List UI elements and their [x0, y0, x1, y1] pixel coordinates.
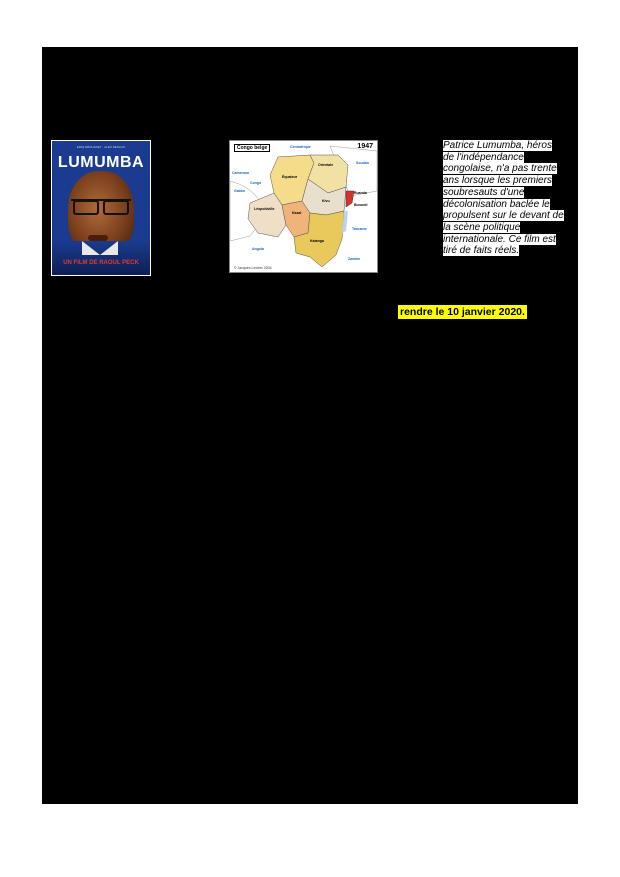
map-region-label: Kivu	[322, 199, 330, 203]
description-line: congolaise, n'a pas trente	[443, 163, 557, 175]
description-line: internationale. Ce film est	[443, 233, 556, 245]
description-line: de l'indépendance	[443, 151, 524, 163]
map-region-label: Léopoldville	[254, 207, 275, 211]
map-place-label: Gabon	[234, 189, 246, 193]
map-place-label: Soudan	[356, 161, 369, 165]
map-place-label: Angola	[252, 247, 264, 251]
map-region-label: Orientale	[318, 163, 334, 167]
poster-footer	[52, 241, 150, 275]
map-place-label: Congo	[250, 181, 262, 185]
map-region-label: Kasaï	[292, 211, 302, 215]
map-place-label: Zambie	[348, 257, 361, 261]
map-place-label: Cameroun	[232, 171, 250, 175]
description-line: décolonisation baclée le	[443, 198, 550, 210]
description-line: ans lorsque les premiers	[443, 175, 552, 187]
map-region-label: Katanga	[310, 239, 324, 243]
description-line: soubresauts d'une	[443, 186, 525, 198]
map-place-label: Ruanda	[354, 191, 367, 195]
film-description	[443, 140, 573, 257]
glasses-shape	[71, 199, 131, 211]
movie-poster-image	[51, 140, 151, 276]
map-year: 1947	[357, 143, 373, 150]
map-place-label: Centrafrique	[290, 145, 311, 149]
description-line: la scène politique	[443, 221, 521, 233]
map-region-label: Équateur	[282, 175, 298, 179]
description-line: Patrice Lumumba, héros	[443, 140, 552, 151]
poster-tagline: UN FILM DE RAOUL PECK	[63, 260, 139, 266]
map-credit: © Jacques Leclerc 2004	[234, 266, 272, 270]
map-place-label: Tanzanie	[352, 227, 367, 231]
map-title: Congo belge	[234, 144, 270, 152]
poster-title: LUMUMBA	[57, 154, 145, 171]
deadline-highlight: rendre le 10 janvier 2020.	[400, 306, 525, 318]
description-line: propulsent sur le devant de	[443, 210, 564, 222]
map-place-label: Burundi	[354, 203, 368, 207]
poster-credits: ERIQ EBOUANEY · ALEX DESCAS	[76, 145, 126, 149]
description-line: tiré de faits réels.	[443, 245, 520, 257]
congo-map-image	[229, 140, 378, 273]
